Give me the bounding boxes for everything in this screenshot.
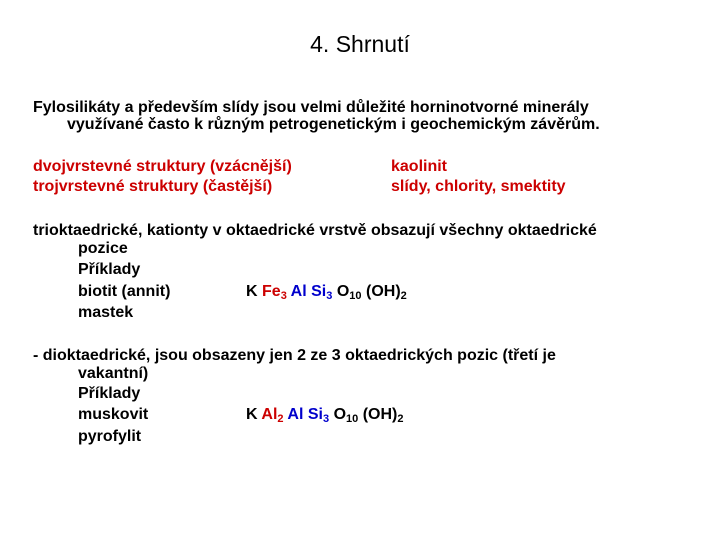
intro-line-1: Fylosilikáty a především slídy jsou velmi důležité horninotvorné minerály bbox=[33, 99, 589, 116]
structure-right-2: slídy, chlority, smektity bbox=[391, 178, 566, 195]
formula-al: Al bbox=[287, 406, 304, 423]
dioct-line-1: - dioktaedrické, jsou obsazeny jen 2 ze 3 oktaedrických pozic (třetí je bbox=[33, 347, 556, 364]
slide-title: 4. Shrnutí bbox=[310, 31, 410, 57]
trioct-line-1: trioktaedrické, kationty v oktaedrické vrstvě obsazují všechny oktaedrické bbox=[33, 222, 597, 239]
dioct-mineral-1: muskovit bbox=[78, 406, 149, 423]
dioct-line-2: vakantní) bbox=[78, 365, 149, 382]
structure-right-1: kaolinit bbox=[391, 158, 448, 175]
intro-line-2: využívané často k různým petrogenetickým i geochemickým závěrům. bbox=[67, 116, 600, 133]
formula-si: $Si_3$ bbox=[311, 283, 333, 302]
structure-left-2: trojvrstevné struktury (častější) bbox=[33, 178, 273, 195]
formula-al-octahedral: $Al_2$ bbox=[261, 406, 284, 425]
trioct-examples-label: Příklady bbox=[78, 261, 141, 278]
structure-left-1: dvojvrstevné struktury (vzácnější) bbox=[33, 158, 292, 175]
formula-o: $O_{10}$ bbox=[336, 283, 362, 302]
dioct-examples-label: Příklady bbox=[78, 385, 141, 402]
biotit-formula bbox=[246, 283, 407, 301]
formula-fe: $Fe_3$ bbox=[262, 283, 287, 302]
formula-oh: $(OH)_2$ bbox=[362, 406, 404, 425]
formula-si: $Si_3$ bbox=[307, 406, 330, 425]
trioct-mineral-2: mastek bbox=[78, 304, 134, 321]
dioct-mineral-2: pyrofylit bbox=[78, 428, 142, 445]
formula-o: $O_{10}$ bbox=[333, 406, 359, 425]
trioct-line-2: pozice bbox=[78, 240, 128, 257]
formula-oh: $(OH)_2$ bbox=[365, 283, 407, 302]
formula-k: K bbox=[246, 406, 258, 423]
formula-k: K bbox=[246, 283, 258, 300]
formula-al: Al bbox=[290, 283, 307, 300]
muskovit-formula bbox=[246, 406, 404, 424]
trioct-mineral-1: biotit (annit) bbox=[78, 283, 171, 300]
